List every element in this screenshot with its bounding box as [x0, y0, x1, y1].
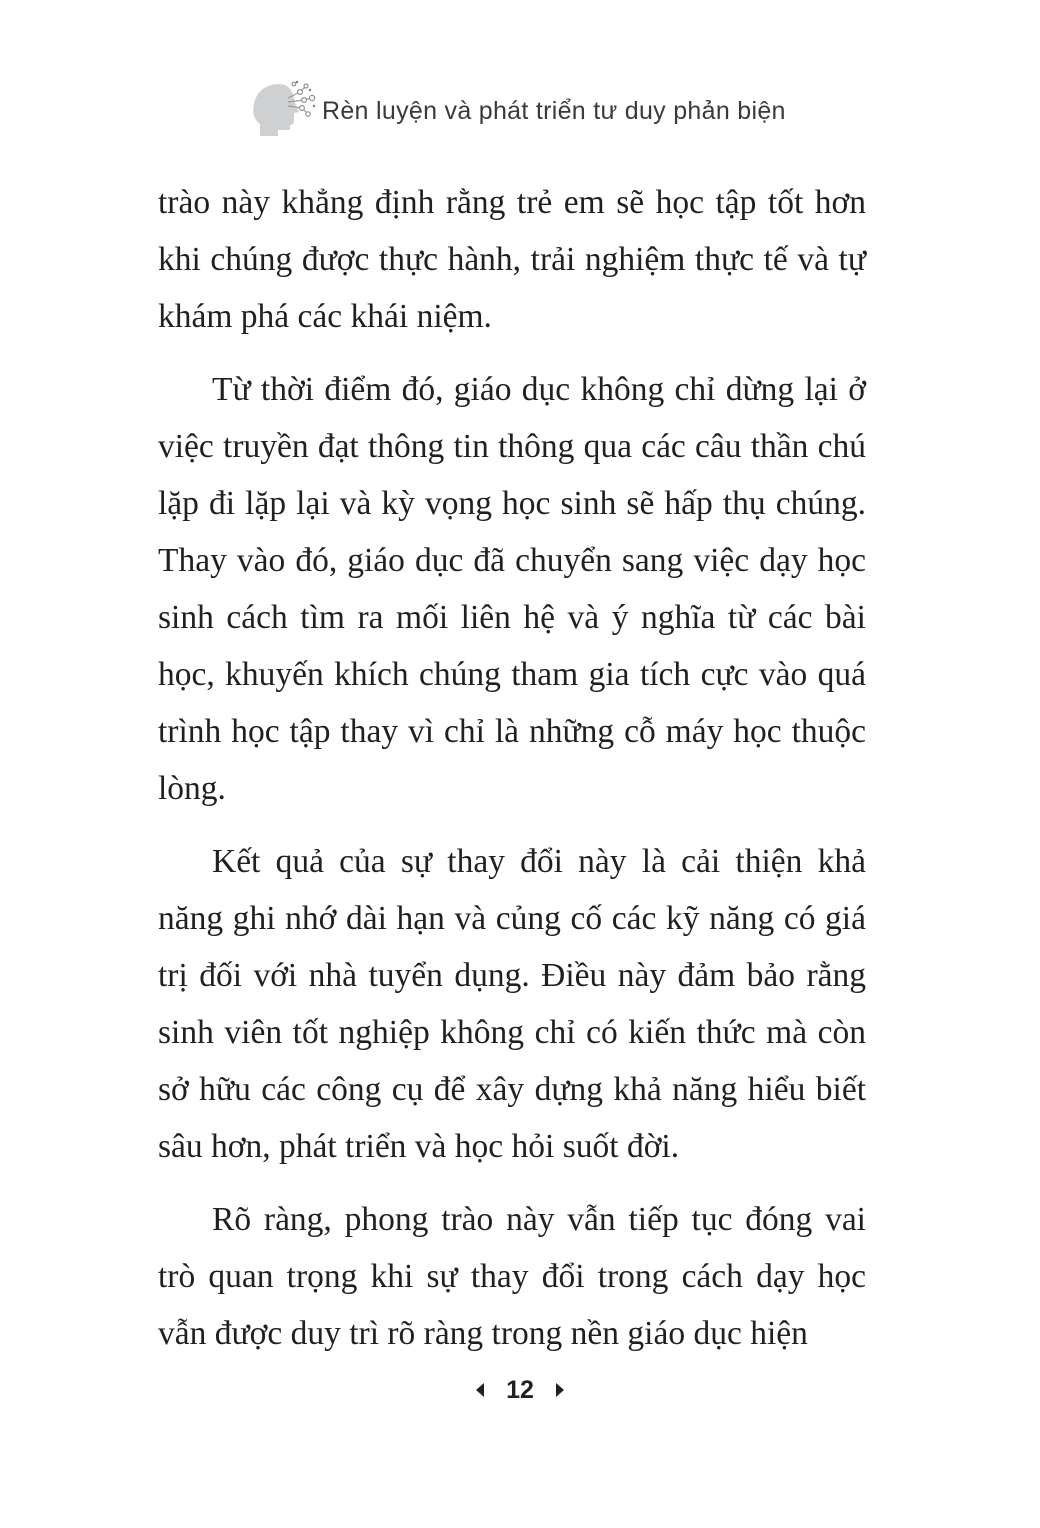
paragraph: trào này khẳng định rằng trẻ em sẽ học tập tốt hơn khi chúng được thực hành, trải nghiệm thực tế và tự khám phá các khái niệm. — [158, 184, 866, 335]
page-body — [158, 174, 866, 1362]
head-with-nodes-icon — [250, 78, 318, 138]
paragraph: Kết quả của sự thay đổi này là cải thiện khả năng ghi nhớ dài hạn và củng cố các kỹ năng có giá trị đối với nhà tuyển dụng. Điều này đảm bảo rằng sinh viên tốt nghiệp không chỉ có kiến thức mà còn sở hữu các công cụ để xây dựng khả năng hiểu biết sâu hơn, phát triển và học hỏi suốt đời. — [158, 843, 866, 1165]
paragraph: Từ thời điểm đó, giáo dục không chỉ dừng lại ở việc truyền đạt thông tin thông qua các câu thần chú lặp đi lặp lại và kỳ vọng học sinh sẽ hấp thụ chúng. Thay vào đó, giáo dục đã chuyển sang việc dạy học sinh cách tìm ra mối liên hệ và ý nghĩa từ các bài học, khuyến khích chúng tham gia tích cực vào quá trình học tập thay vì chỉ là những cỗ máy học thuộc lòng. — [158, 371, 866, 807]
paragraph: Rõ ràng, phong trào này vẫn tiếp tục đóng vai trò quan trọng khi sự thay đổi trong cách dạy học vẫn được duy trì rõ ràng trong nền giáo dục hiện — [158, 1201, 866, 1352]
triangle-right-icon — [556, 1383, 564, 1397]
triangle-left-icon — [476, 1383, 484, 1397]
book-title-header: Rèn luyện và phát triển tư duy phản biện — [322, 96, 786, 125]
page-number: 12 — [506, 1375, 534, 1404]
running-header — [250, 78, 786, 138]
page-footer — [0, 1372, 1040, 1408]
